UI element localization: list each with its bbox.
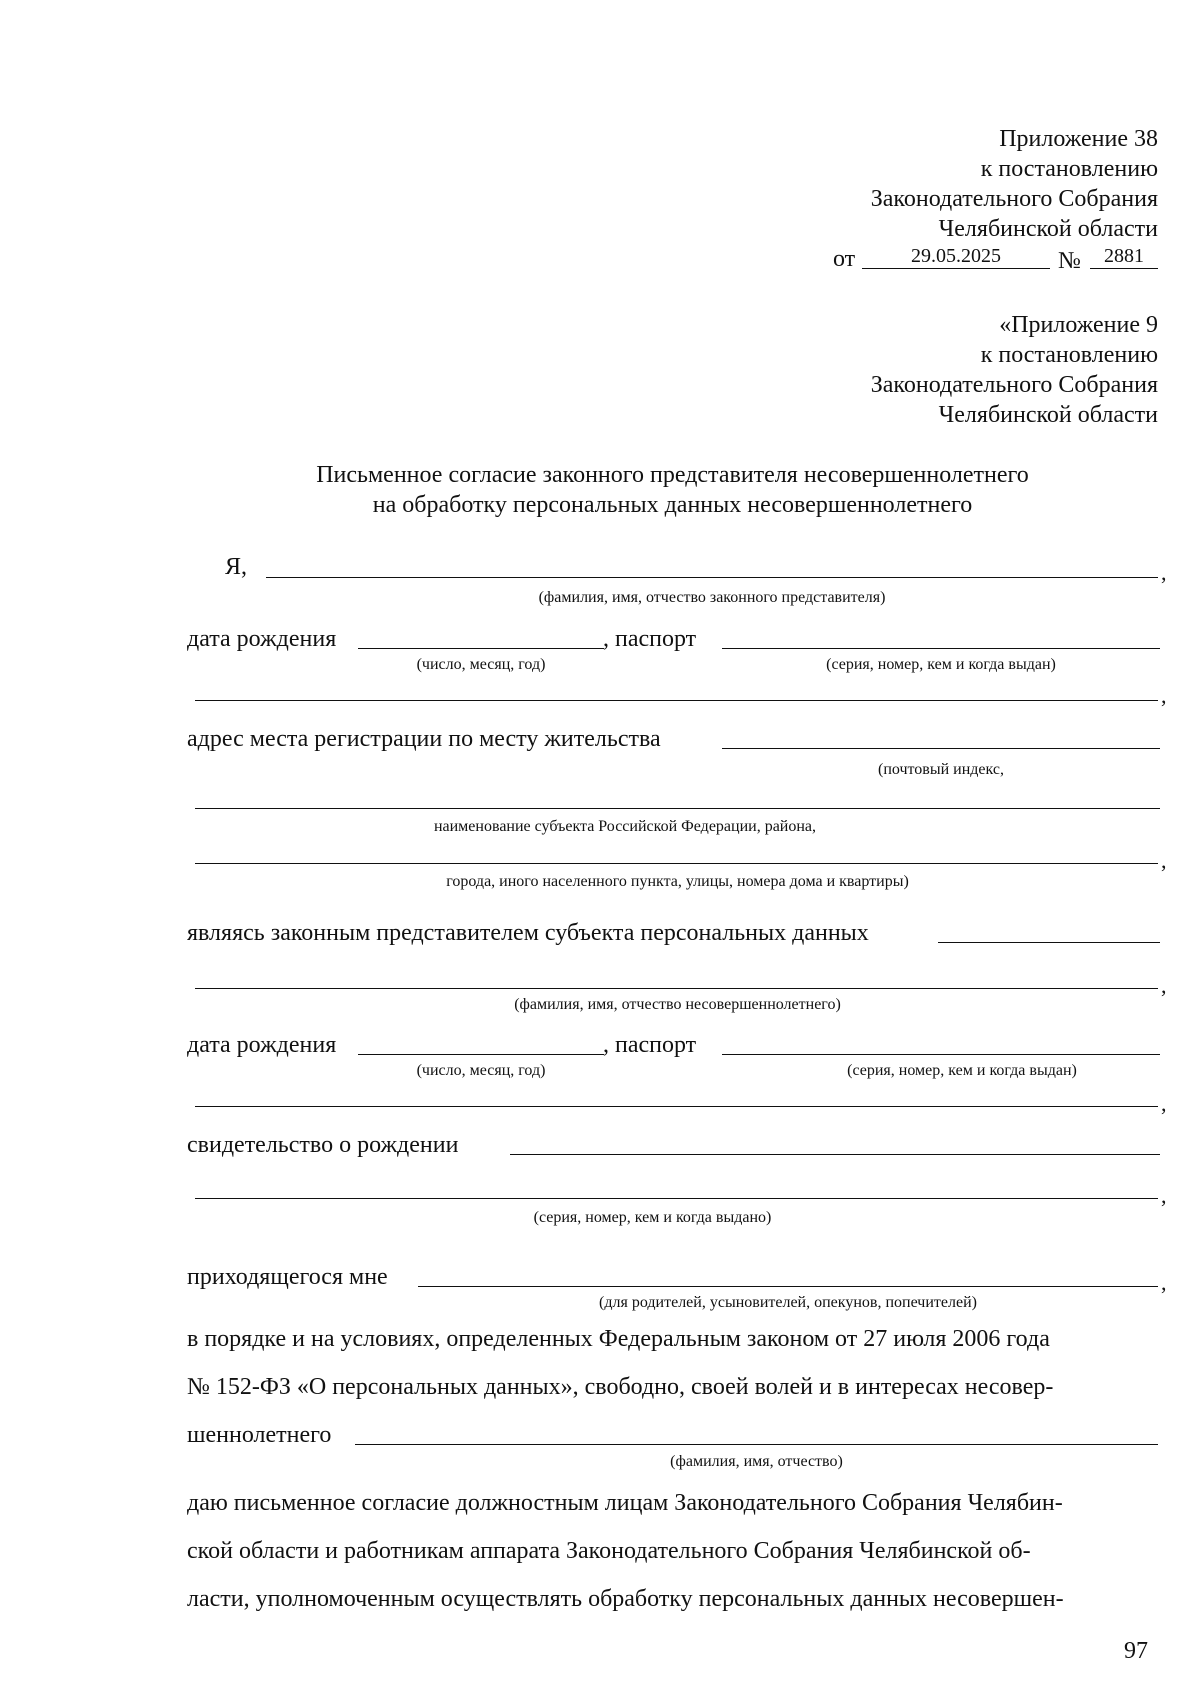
document-title-line2: на обработку персональных данных несовершеннолетнего <box>372 492 973 518</box>
rep-birth-date-field[interactable] <box>358 648 604 649</box>
birth-certificate-label: свидетельство о рождении <box>187 1132 459 1158</box>
address-field-3[interactable] <box>195 863 1158 864</box>
ya-label: Я, <box>225 554 248 580</box>
comma: , <box>1161 1091 1167 1116</box>
header-line: к постановлению <box>980 156 1158 182</box>
hint-subject: наименование субъекта Российской Федерации, района, <box>433 818 817 835</box>
relation-field[interactable] <box>418 1286 1158 1287</box>
header-line: к постановлению <box>980 342 1158 368</box>
being-rep-label: являясь законным представителем субъекта персональных данных <box>187 920 869 946</box>
minor-name-field-2[interactable] <box>195 988 1158 989</box>
rep-passport-field[interactable] <box>722 648 1160 649</box>
hint-certificate: (серия, номер, кем и когда выдано) <box>533 1209 772 1226</box>
paragraph-line: шеннолетнего <box>187 1422 332 1448</box>
comma: , <box>1161 560 1167 585</box>
birth-certificate-field-1[interactable] <box>510 1154 1160 1155</box>
resolution-number: 2881 <box>1104 245 1144 267</box>
hint-date: (число, месяц, год) <box>416 656 546 673</box>
resolution-date: 29.05.2025 <box>911 245 1001 267</box>
header-line: Челябинской области <box>938 216 1158 242</box>
rep-name-field[interactable] <box>266 577 1158 578</box>
comma: , <box>1161 973 1167 998</box>
hint-relation: (для родителей, усыновителей, опекунов, попечителей) <box>599 1294 977 1311</box>
minor-birth-date-label: дата рождения <box>187 1032 337 1058</box>
address-field-2[interactable] <box>195 808 1160 809</box>
minor-passport-field[interactable] <box>722 1054 1160 1055</box>
hint-date: (число, месяц, год) <box>416 1062 546 1079</box>
appendix-9-title: «Приложение 9 <box>999 312 1158 338</box>
hint-passport: (серия, номер, кем и когда выдан) <box>847 1062 1077 1079</box>
paragraph-line: № 152-ФЗ «О персональных данных», свободно, своей волей и в интересах несовер- <box>187 1374 1054 1400</box>
hint-rep-name: (фамилия, имя, отчество законного представителя) <box>538 589 886 606</box>
comma: , <box>1161 683 1167 708</box>
minor-passport-label: , паспорт <box>603 1032 697 1058</box>
hint-passport: (серия, номер, кем и когда выдан) <box>826 656 1056 673</box>
comma: , <box>1161 1183 1167 1208</box>
passport-label: , паспорт <box>603 626 697 652</box>
paragraph-line: в порядке и на условиях, определенных Федеральным законом от 27 июля 2006 года <box>187 1326 1050 1352</box>
hint-postal-index: (почтовый индекс, <box>877 761 1004 778</box>
appendix-38-title: Приложение 38 <box>999 126 1158 152</box>
document-title-line1: Письменное согласие законного представителя несовершеннолетнего <box>316 462 1029 488</box>
hint-minor-name: (фамилия, имя, отчество несовершеннолетнего) <box>514 996 841 1013</box>
minor-fio-field[interactable] <box>355 1444 1158 1445</box>
minor-birth-date-field[interactable] <box>358 1054 604 1055</box>
address-field-1[interactable] <box>722 748 1160 749</box>
comma: , <box>1161 1270 1167 1295</box>
related-label: приходящегося мне <box>187 1264 388 1290</box>
page-number: 97 <box>1124 1638 1148 1664</box>
comma: , <box>1161 848 1167 873</box>
header-line: Законодательного Собрания <box>870 372 1158 398</box>
number-underline <box>1090 268 1158 269</box>
header-line: Законодательного Собрания <box>870 186 1158 212</box>
minor-name-field-1[interactable] <box>938 942 1160 943</box>
paragraph-line: даю письменное согласие должностным лицам Законодательного Собрания Челябин- <box>187 1490 1063 1516</box>
paragraph-line: ской области и работникам аппарата Законодательного Собрания Челябинской об- <box>187 1538 1031 1564</box>
header-line: Челябинской области <box>938 402 1158 428</box>
hint-fio: (фамилия, имя, отчество) <box>670 1453 843 1470</box>
birth-date-label: дата рождения <box>187 626 337 652</box>
hint-city: города, иного населенного пункта, улицы, номера дома и квартиры) <box>446 873 909 890</box>
birth-certificate-field-2[interactable] <box>195 1198 1158 1199</box>
number-sign-label: № <box>1058 248 1081 274</box>
paragraph-line: ласти, уполномоченным осуществлять обработку персональных данных несовершен- <box>187 1586 1064 1612</box>
date-from-label: от <box>833 246 856 272</box>
date-underline <box>862 268 1050 269</box>
minor-passport-field-cont[interactable] <box>195 1106 1158 1107</box>
address-label: адрес места регистрации по месту жительства <box>187 726 661 752</box>
rep-passport-field-cont[interactable] <box>195 700 1158 701</box>
